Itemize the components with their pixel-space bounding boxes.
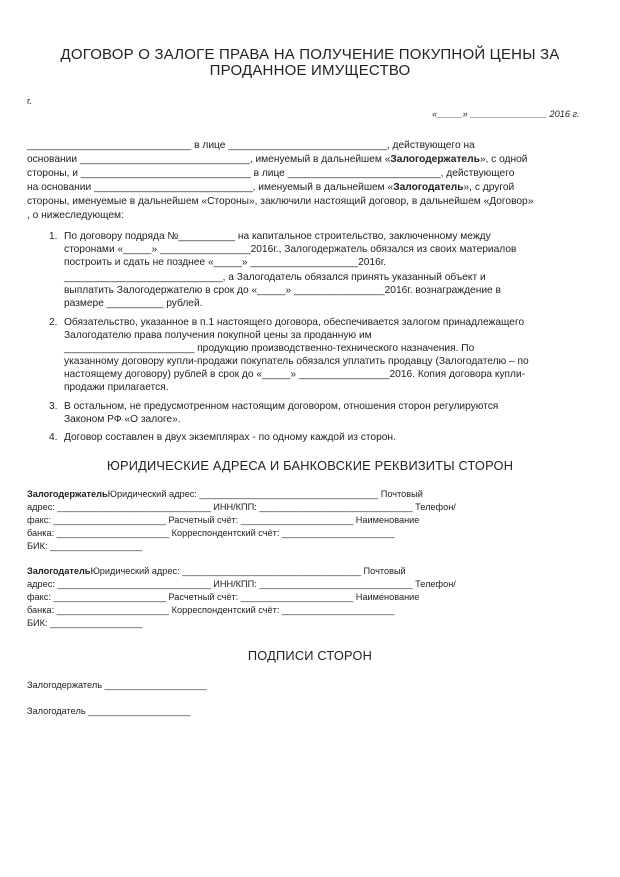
preamble-line: _____________________________ в лице ____________________________, действующего на — [27, 140, 475, 151]
preamble-line: стороны, именуемые в дальнейшем «Стороны», заключили настоящий договор, в дальнейшем «Договор» — [27, 196, 534, 207]
clause-line: Залогодателю права получения покупной цены за проданную им — [64, 330, 372, 341]
clause-number: 2. — [49, 317, 58, 328]
requisites-line: БИК: __________________ — [27, 618, 143, 628]
preamble-text: », с одной — [479, 154, 528, 165]
pledgee-name: Залогодержатель — [27, 489, 108, 499]
clause-line: размере __________ рублей. — [64, 298, 203, 309]
clause-number: 4. — [49, 432, 58, 443]
clause-line: ____________________________, а Залогодатель обязался принять указанный объект и — [64, 272, 486, 283]
city-field: г. — [27, 96, 32, 106]
clause-line: В остальном, не предусмотренном настоящим договором, отношения сторон регулируются — [64, 401, 499, 412]
clause-number: 1. — [49, 231, 58, 242]
clause-line: Обязательство, указанное в п.1 настоящего договора, обеспечивается залогом принадлежащего — [64, 317, 525, 328]
requisites-text: Юридический адрес: ___________________________________ Почтовый — [90, 566, 406, 576]
preamble-line: стороны, и ______________________________ в лице ___________________________, действующего — [27, 168, 515, 179]
preamble-text: на основании ____________________________, именуемый в дальнейшем « — [27, 182, 394, 193]
requisites-line: адрес: ______________________________ ИНН/КПП: ______________________________ Телефон/ — [27, 579, 456, 589]
requisites-line: банка: ______________________ Корреспондентский счёт: ______________________ — [27, 605, 395, 615]
pledgor-signature-line: Залогодатель ____________________ — [27, 706, 191, 716]
clause-line: продажи прилагается. — [64, 382, 169, 393]
requisites-text: Юридический адрес: ___________________________________ Почтовый — [107, 489, 423, 499]
requisites-line: адрес: ______________________________ ИНН/КПП: ______________________________ Телефон/ — [27, 502, 456, 512]
clause-line: построить и сдать не позднее «_____» ___________________2016г. — [64, 257, 387, 268]
requisites-line — [27, 489, 423, 500]
document-title-line1: ДОГОВОР О ЗАЛОГЕ ПРАВА НА ПОЛУЧЕНИЕ ПОКУПНОЙ ЦЕНЫ ЗА — [60, 46, 560, 63]
clause-line: _______________________ продукцию производственно-технического назначения. По — [64, 343, 475, 354]
preamble-line — [27, 153, 527, 166]
pledgor-term: Залогодатель — [393, 182, 464, 193]
requisites-line — [27, 566, 406, 577]
pledgee-term: Залогодержатель — [390, 154, 480, 165]
clause-line: Законом РФ «О залоге». — [64, 414, 181, 425]
clause-line: выплатить Залогодержателю в срок до «_____» ________________2016г. вознаграждение в — [64, 285, 501, 296]
date-field: «_____» _______________ 2016 г. — [432, 109, 580, 119]
requisites-line: факс: ______________________ Расчетный счёт: ______________________ Наименование — [27, 515, 420, 525]
pledgee-signature-line: Залогодержатель ____________________ — [27, 680, 207, 690]
pledgor-name: Залогодатель — [27, 566, 91, 576]
clause-line: Договор составлен в двух экземплярах - по одному каждой из сторон. — [64, 432, 396, 443]
preamble-line: , о нижеследующем: — [27, 210, 124, 221]
document-title-line2: ПРОДАННОЕ ИМУЩЕСТВО — [209, 62, 411, 79]
clause-line: указанному договору купли-продажи покупатель обязался уплатить продавцу (Залогодателю – по — [64, 356, 529, 367]
preamble-text: основании ______________________________, именуемый в дальнейшем « — [27, 154, 391, 165]
requisites-line: банка: ______________________ Корреспондентский счёт: ______________________ — [27, 528, 395, 538]
requisites-line: БИК: __________________ — [27, 541, 143, 551]
preamble-text: », с другой — [463, 182, 515, 193]
signatures-heading: ПОДПИСИ СТОРОН — [247, 648, 373, 663]
clause-line: По договору подряда №__________ на капитальное строительство, заключенному между — [64, 231, 491, 242]
clause-number: 3. — [49, 401, 58, 412]
preamble-line — [27, 181, 514, 194]
clause-line: сторонами «_____» ________________2016г., Залогодержатель обязался из своих материалов — [64, 244, 517, 255]
clause-line: настоящему договору) рублей в срок до «_____» ________________2016. Копия договора купли- — [64, 369, 526, 380]
requisites-line: факс: ______________________ Расчетный счёт: ______________________ Наименование — [27, 592, 420, 602]
requisites-heading: ЮРИДИЧЕСКИЕ АДРЕСА И БАНКОВСКИЕ РЕКВИЗИТЫ СТОРОН — [106, 458, 514, 473]
